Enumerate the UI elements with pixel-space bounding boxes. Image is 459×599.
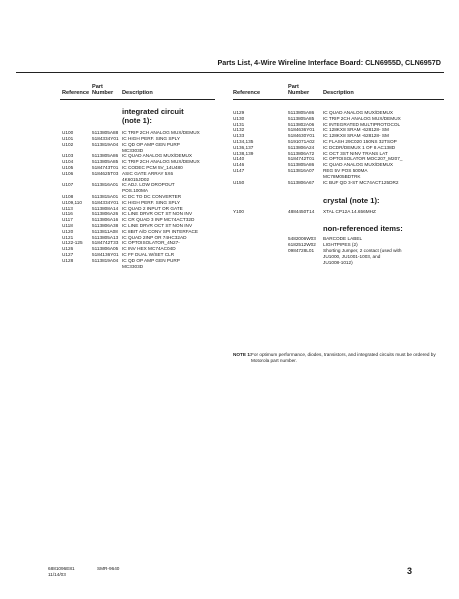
- reference-cell: U100: [62, 130, 74, 136]
- reference-cell: U113: [62, 205, 73, 211]
- right-column: [233, 78, 448, 265]
- reference-cell: U127: [62, 251, 74, 257]
- part-number-cell: 5113816A01: [92, 182, 119, 188]
- description-cell: IC BUF QD 3-ST MC74ACT125DR2: [323, 179, 399, 185]
- part-number-header-line1: Part: [92, 84, 103, 90]
- description-cell: IC 128KX8 SRAM -628128- SM: [323, 127, 389, 133]
- part-number-cell: 5113806A16: [92, 217, 119, 223]
- reference-cell: U122-125: [62, 240, 83, 246]
- description-cell: IC QD OP AMP GEN PURP: [122, 257, 180, 263]
- note-text: For optimum performance, diodes, transistors, and integrated circuits must be ordered by Motorola part number.: [251, 352, 436, 363]
- description-cell: IC DCDR/DEMUX 1 OF 8 AC138D: [323, 144, 396, 150]
- part-number-cell: 5184742T01: [288, 156, 315, 162]
- part-number-header-line2: Number: [92, 90, 114, 96]
- part-number-cell: 5113802A06: [288, 121, 315, 127]
- reference-cell: U136,137: [233, 144, 254, 150]
- description-cell: IC FF DUAL W/SET CLR: [122, 251, 175, 257]
- table-row: [233, 209, 448, 215]
- reference-cell: U109,110: [62, 199, 82, 205]
- part-number-cell: 5113819A04: [92, 257, 119, 263]
- footer-document-number: 6881096E81: [48, 566, 75, 571]
- note-label: NOTE 1:: [233, 352, 252, 357]
- part-number-cell: 5184743T01: [92, 164, 119, 170]
- left-column-header: [62, 78, 222, 100]
- reference-cell: U105: [62, 164, 74, 170]
- reference-cell: U102: [62, 141, 74, 147]
- table-row: [233, 180, 448, 186]
- description-cell: REG 5V POS 500MA: [323, 167, 368, 173]
- part-number-cell: 5113805A85: [92, 159, 119, 165]
- section-heading-line2: (note 1):: [122, 115, 152, 125]
- reference-cell: U146: [233, 162, 245, 168]
- part-number-cell: 5113805A85: [288, 115, 315, 121]
- description-cell: IC HIGH PERF. SING SPLY: [122, 199, 180, 205]
- reference-cell: U134,135: [233, 138, 254, 144]
- reference-cell: U131: [233, 121, 245, 127]
- description-cell: IC CR QUAD 3 INP MC74ACT32D: [122, 217, 195, 223]
- footer-center: SMR-9640: [97, 566, 120, 571]
- right-ic-parts-list: [233, 110, 448, 185]
- description-cell: MC3303D: [122, 147, 144, 153]
- section-heading-line1: integrated circuit: [122, 107, 184, 116]
- reference-cell: U120: [62, 228, 74, 234]
- reference-header: Reference: [62, 90, 90, 96]
- part-number-cell: 5113806A26: [92, 211, 119, 217]
- left-column: [62, 78, 222, 269]
- part-number-cell: 5184636Y01: [288, 127, 315, 133]
- description-cell: IC TRIP 2CH ANALOG MUX/DEMUX: [122, 130, 200, 136]
- crystal-parts-list: [233, 209, 448, 215]
- description-cell: IC QUAD 2INP OR 74HC32AD: [122, 234, 187, 240]
- part-number-cell: 5113805A13: [92, 234, 119, 240]
- table-row: [233, 260, 448, 266]
- description-cell: IC 128KX8 SRAM -628128- SM: [323, 133, 389, 139]
- description-header: Description: [122, 90, 153, 96]
- description-cell: IC OPTOISOLATOR MOC207_M207_: [323, 156, 403, 162]
- table-row: [62, 264, 222, 270]
- description-cell: IC INV HEX MC74AC04D: [122, 246, 176, 252]
- description-cell: IC LINE DRVR OCT ST NON INV: [122, 222, 193, 228]
- reference-cell: U130: [233, 115, 245, 121]
- reference-cell: U140: [233, 156, 245, 162]
- description-cell: IC QUAD 2 INPUT OR GATE: [122, 205, 183, 211]
- part-number-cell: 5113816A07: [288, 167, 315, 173]
- part-number-cell: 0984728L01: [288, 247, 315, 253]
- reference-cell: U132: [233, 127, 245, 133]
- description-cell: IC CODEC PCM 5V_14U480: [122, 164, 183, 170]
- description-cell: IC TRIP 2CH ANALOG MUX/DEMUX: [122, 159, 200, 165]
- left-parts-list: [62, 130, 222, 269]
- part-number-cell: 5184136Y01: [92, 251, 119, 257]
- page-number: 3: [406, 566, 412, 576]
- description-header: Description: [323, 90, 354, 96]
- reference-cell: U150: [233, 179, 245, 185]
- part-number-cell: 5113806A24: [288, 144, 315, 150]
- description-cell: JU1008-1012): [323, 259, 353, 265]
- reference-cell: U147: [233, 167, 245, 173]
- part-number-cell: 5113805A86: [288, 162, 315, 168]
- description-cell: LIGHTPIPES (2): [323, 242, 358, 248]
- description-cell: IC QUAD ANALOG MUX/DEMUX: [323, 162, 394, 168]
- part-number-cell: 5184625T03: [92, 170, 119, 176]
- part-number-cell: 5184334Y01: [92, 199, 119, 205]
- description-cell: IC ADJ. LOW DROPOUT: [122, 182, 175, 188]
- description-cell: IC QUAD ANALOG MUX/DEMUX: [323, 110, 394, 115]
- section-non-referenced-items: non-referenced items:: [323, 223, 403, 233]
- part-number-cell: 5113805A86: [288, 110, 315, 115]
- reference-cell: U117: [62, 217, 73, 223]
- description-cell: IC INTEGRATED MULTIPROTOCOL: [323, 121, 401, 127]
- reference-cell: U118: [62, 222, 73, 228]
- footer-left: [48, 566, 75, 578]
- part-number-cell: 5113806A67: [288, 179, 315, 185]
- reference-cell: U103: [62, 153, 74, 159]
- description-cell: IC QUAD ANALOG MUX/DEMUX: [122, 153, 193, 159]
- reference-cell: U106: [62, 170, 74, 176]
- description-cell: Shorting Jumper, 2 contact (used with: [323, 247, 402, 253]
- non-referenced-parts-list: [233, 236, 448, 265]
- part-number-cell: 4884450T14: [288, 208, 315, 214]
- part-number-cell: 5191071A02: [288, 138, 315, 144]
- description-cell: IC QD OP AMP GEN PURP: [122, 141, 180, 147]
- description-cell: IC FLASH 29C020 150NS 32TSOP: [323, 138, 397, 144]
- reference-cell: U133: [233, 133, 245, 139]
- reference-cell: U138,139: [233, 150, 254, 156]
- header-rule-top: [16, 72, 444, 73]
- part-number-header-line1: Part: [288, 84, 299, 90]
- description-cell: IC LINE DRVR OCT ST NON INV: [122, 211, 193, 217]
- description-cell: POS.100MA: [122, 188, 149, 194]
- description-cell: IC OCT 3ST NINV TRANS LAT: [323, 150, 388, 156]
- reference-cell: U107: [62, 182, 74, 188]
- description-cell: IC DC TO DC CONVERTER: [122, 193, 182, 199]
- reference-cell: U129: [233, 110, 245, 115]
- description-cell: MC78M05BDTRK: [323, 173, 361, 179]
- reference-header: Reference: [233, 90, 261, 96]
- part-number-cell: 5113815A01: [92, 193, 119, 199]
- description-cell: BARCODE LABEL: [323, 236, 363, 242]
- description-cell: IC 8BIT A/D CONV SPI INTERFACE: [122, 228, 198, 234]
- section-integrated-circuit: [122, 108, 222, 125]
- part-number-cell: 5113805A86: [92, 153, 119, 159]
- part-number-cell: 5113806A05: [92, 246, 119, 252]
- reference-cell: U128: [62, 257, 74, 263]
- reference-cell: U104: [62, 159, 74, 165]
- part-number-cell: 5113805A88: [92, 130, 119, 136]
- part-number-cell: 5184742T33: [92, 240, 119, 246]
- part-number-cell: 5113819A04: [92, 141, 119, 147]
- reference-cell: U116: [62, 211, 73, 217]
- part-number-cell: 6182512W02: [288, 242, 316, 248]
- part-number-cell: 5113806A72: [288, 150, 315, 156]
- description-cell: IC OPTOISOLATOR_4N27-: [122, 240, 180, 246]
- part-number-cell: 5184334Y01: [92, 135, 119, 141]
- footer-date: 11/14/03: [48, 572, 66, 577]
- right-column-header: [233, 78, 448, 100]
- description-cell: JU1000, JU1001-1003, and: [323, 253, 381, 259]
- reference-cell: U126: [62, 246, 74, 252]
- part-number-cell: 5113806A38: [92, 222, 119, 228]
- reference-cell: U108: [62, 193, 74, 199]
- page-title: Parts List, 4-Wire Wireline Interface Board: CLN6955D, CLN6957D: [217, 58, 441, 67]
- description-cell: XTAL CP12A 14.656MHZ: [323, 208, 376, 214]
- reference-cell: U121: [62, 234, 74, 240]
- reference-cell: U101: [62, 135, 74, 141]
- description-cell: 4K6015JD02: [122, 176, 150, 182]
- part-number-cell: 5113808A14: [92, 205, 119, 211]
- description-cell: IC HIGH PERF. SING SPLY: [122, 135, 180, 141]
- description-cell: IC TRIP 2CH ANALOG MUX/DEMUX: [323, 115, 401, 121]
- description-cell: MC3303D: [122, 263, 144, 269]
- part-number-header-line2: Number: [288, 90, 310, 96]
- description-cell: ASIC GATE ARRAY 5X6: [122, 170, 174, 176]
- section-crystal: crystal (note 1):: [323, 196, 380, 206]
- part-number-cell: 5184630Y01: [288, 133, 315, 139]
- reference-cell: Y100: [233, 208, 244, 214]
- part-number-cell: 5482006W03: [288, 236, 316, 242]
- part-number-cell: 5113811A08: [92, 228, 118, 234]
